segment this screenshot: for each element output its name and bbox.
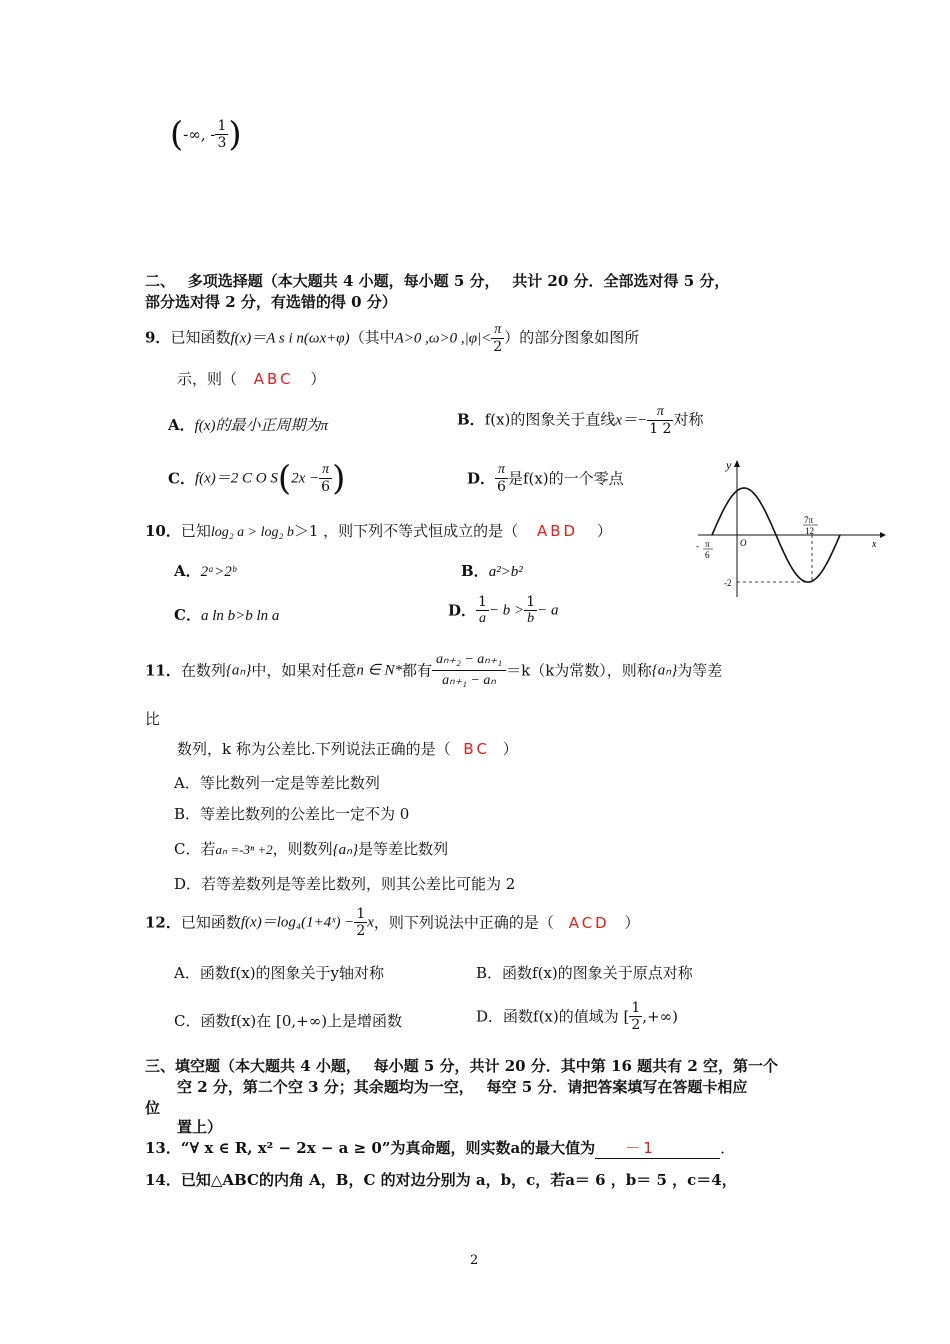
q9-optb-frac <box>647 404 673 437</box>
option-text: f(x)的最小正周期为π <box>194 418 328 434</box>
option-sequence: {aₙ} <box>332 842 359 858</box>
q12-option-a: A．函数f(x)的图象关于y轴对称 <box>174 964 385 982</box>
q11-text: ＝k（k为常数），则称 <box>506 661 652 680</box>
option-label: C． <box>168 469 195 488</box>
origin-label: O <box>740 538 747 548</box>
frac-den: 2 <box>493 339 503 355</box>
option-label: B． <box>457 410 485 429</box>
option-text: − b > <box>488 602 525 619</box>
frac-den: 1 2 <box>649 421 672 437</box>
option-text: ,+∞) <box>642 1007 678 1026</box>
q9-text: ） <box>310 370 326 388</box>
option-label: D． <box>448 601 477 620</box>
option-text: a ln b>b ln a <box>200 608 280 624</box>
q9-condition: A>0 ,ω>0 ,|φ|< <box>394 330 492 347</box>
q11-text: 都有 <box>401 661 432 680</box>
frac-den: 6 <box>321 479 331 495</box>
option-text: 对称 <box>673 410 704 429</box>
q10-option-a <box>174 561 236 582</box>
q12-text: ，则下列说法中正确的是（ <box>373 913 554 932</box>
q11-text: ） <box>502 740 518 758</box>
q9-option-d <box>467 462 624 495</box>
q9-optc-frac <box>319 462 332 495</box>
option-text: 是等差比数列 <box>358 840 449 858</box>
q10-answer: ABD <box>536 522 579 540</box>
q11-option-a: A．等比数列一定是等差比数列 <box>174 774 380 792</box>
x-axis-label: x <box>872 539 877 550</box>
q13-text: ． <box>720 1139 736 1157</box>
option-text: − a <box>537 602 559 619</box>
q12-stem <box>145 906 640 939</box>
q11-text: 在数列 <box>180 661 226 680</box>
min-value-label: -2 <box>724 578 732 588</box>
option-label: A． <box>168 416 195 434</box>
frac-num: π <box>647 404 673 421</box>
q9-function: f(x)＝A s i n(ωx+φ) <box>230 330 350 347</box>
q9-stem-cont <box>177 369 325 389</box>
frac-den: 2 <box>356 923 366 939</box>
q10-option-c <box>174 605 279 626</box>
frac-den: a <box>478 611 486 626</box>
option-text: ，则数列 <box>272 840 333 858</box>
page-number: 2 <box>470 1253 479 1268</box>
q10-text: ） <box>596 522 612 540</box>
frac-num: π <box>491 322 504 339</box>
option-text: 2x − <box>291 470 320 487</box>
q12-answer: ACD <box>568 913 610 932</box>
q11-option-c <box>174 839 448 860</box>
option-label: D． <box>467 469 496 488</box>
option-text: 2ᵃ>2ᵇ <box>200 564 236 580</box>
paren: ) <box>332 458 346 499</box>
option-text: f(x)的图象关于直线 <box>484 410 616 429</box>
q11-option-d: D．若等差数列是等差比数列，则其公差比可能为 2 <box>174 875 516 893</box>
q12-number: 12． <box>145 913 181 932</box>
interval-fraction <box>215 118 228 151</box>
option-formula: aₙ =-3ⁿ +2 <box>215 842 273 857</box>
option-text: a²>b² <box>488 564 523 580</box>
paren: ( <box>277 458 292 499</box>
q9-option-a <box>168 415 328 436</box>
close-paren: ) <box>228 114 242 155</box>
q10-optd-frac2 <box>524 594 537 627</box>
q9-number: 9． <box>145 328 171 347</box>
q9-stem <box>145 322 639 355</box>
neg-tick-den: 6 <box>705 550 710 560</box>
section2-heading-line1: 二、 多项选择题（本大题共 4 小题，每小题 5 分， 共计 20 分．全部选对得 5 分， <box>145 272 730 290</box>
q11-stem-cont <box>177 739 518 759</box>
q11-sequence: {aₙ} <box>225 662 252 679</box>
q12-optd-frac <box>629 1000 642 1033</box>
q9-text: 示，则（ <box>177 370 238 388</box>
y-axis-arrow <box>734 460 740 467</box>
frac-num: 1 <box>478 594 487 610</box>
q11-number: 11． <box>145 661 181 680</box>
section3-line4: 置上） <box>177 1118 223 1136</box>
frac-den: 3 <box>217 135 227 151</box>
option-label: B． <box>461 562 489 580</box>
q9-option-b <box>457 404 703 437</box>
q12-text: ） <box>624 913 640 932</box>
q10-option-b <box>461 561 523 582</box>
q11-text: 数列，k 称为公差比.下列说法正确的是（ <box>177 740 451 758</box>
q12-function: f(x)＝log₄(1+4ˣ) − <box>240 914 355 931</box>
pos-tick-num: 7π <box>804 515 814 525</box>
q13-answer-blank <box>595 1138 720 1159</box>
q10-optd-frac1 <box>476 594 489 627</box>
q9-pi-half <box>491 322 504 355</box>
q12-option-c: C．函数f(x)在 [0,+∞)上是增函数 <box>174 1012 403 1030</box>
frac-num: aₙ₊₂ − aₙ₊₁ <box>432 652 506 671</box>
q11-option-b: B．等差比数列的公差比一定不为 0 <box>174 805 410 823</box>
q9-text: ）的部分图象如图所 <box>504 328 640 347</box>
q11-text: 中，如果对任意 <box>251 661 357 680</box>
frac-num: 1 <box>217 118 227 134</box>
q10-option-d <box>448 594 558 627</box>
frac-num: π <box>495 462 508 479</box>
q12-half-frac <box>354 906 367 939</box>
q11-ratio-frac <box>432 652 506 689</box>
frac-num: 1 <box>526 594 536 610</box>
option-label: C． <box>174 606 201 624</box>
q9-optd-frac <box>495 462 508 495</box>
frac-den: 6 <box>497 479 506 495</box>
section3-line1: 三、填空题（本大题共 4 小题， 每小题 5 分，共计 20 分．其中第 16 题共有 2 空，第一个 <box>145 1057 779 1075</box>
q10-stem <box>145 521 612 543</box>
option-text: D．函数f(x)的值域为 [ <box>476 1007 630 1026</box>
pos-tick-den: 12 <box>805 526 814 536</box>
interval-left: -∞, <box>183 125 206 144</box>
q12-option-d <box>476 1000 678 1033</box>
q12-option-b: B．函数f(x)的图象关于原点对称 <box>476 964 693 982</box>
neg-tick-minus: - <box>696 541 699 551</box>
q11-sequence: {aₙ} <box>651 662 678 679</box>
frac-num: 1 <box>631 1000 641 1016</box>
q11-condition: n ∈ N* <box>356 662 402 679</box>
q10-text: ＞1 ，则下列不等式恒成立的是（ <box>293 522 519 540</box>
x-axis-arrow <box>880 532 886 538</box>
q13-text: “∀ x ∈ R, x² − 2x − a ≥ 0”为真命题，则实数a的最大值为 <box>180 1139 596 1157</box>
q12-function: x <box>367 914 374 931</box>
q12-text: 已知函数 <box>180 913 241 932</box>
q13-stem <box>145 1138 735 1159</box>
q9-option-c <box>168 458 346 499</box>
q10-condition: log₂ a > log₂ b <box>210 525 294 540</box>
q11-stem-wrap: 比 <box>145 710 161 728</box>
section3-line3: 位 <box>145 1099 161 1117</box>
y-axis-label: y <box>726 458 732 472</box>
frac-den: 2 <box>631 1017 641 1033</box>
frac-num: 1 <box>356 906 366 922</box>
option-label: A． <box>174 562 201 580</box>
q14-text: 已知△ABC的内角 A，B，C 的对边分别为 a，b，c，若a＝ 6 ，b＝ 5 ，c＝4， <box>180 1171 737 1189</box>
section3-line2: 空 2 分，第二个空 3 分；其余题均为一空， 每空 5 分．请把答案填写在答题卡相应 <box>177 1078 748 1096</box>
sine-graph <box>690 455 890 600</box>
option-text: f(x)＝2 C O S <box>194 470 278 487</box>
q11-answer: BC <box>463 740 490 758</box>
q13-answer: －1 <box>625 1139 656 1157</box>
q14-stem <box>145 1170 737 1190</box>
frac-den: aₙ₊₁ − aₙ <box>442 673 496 688</box>
option-text: x＝− <box>615 412 648 429</box>
frac-num: π <box>319 462 332 479</box>
q9-text: 已知函数 <box>170 328 231 347</box>
q13-number: 13． <box>145 1139 181 1157</box>
interval-minus: - <box>210 125 216 144</box>
interval-answer <box>170 114 242 155</box>
q9-answer: ABC <box>253 370 294 388</box>
q10-text: 已知 <box>180 522 211 540</box>
frac-den: b <box>527 611 535 626</box>
option-text: 是f(x)的一个零点 <box>507 469 624 488</box>
option-text: C．若 <box>174 840 216 858</box>
neg-tick-num: π <box>705 539 710 549</box>
q11-stem <box>145 652 722 689</box>
open-paren: ( <box>170 114 184 155</box>
section2-heading-line2: 部分选对得 2 分，有选错的得 0 分） <box>145 293 397 311</box>
q14-number: 14． <box>145 1171 181 1189</box>
q9-text: （其中 <box>349 328 395 347</box>
q11-text: 为等差 <box>677 661 723 680</box>
q10-number: 10． <box>145 522 181 540</box>
